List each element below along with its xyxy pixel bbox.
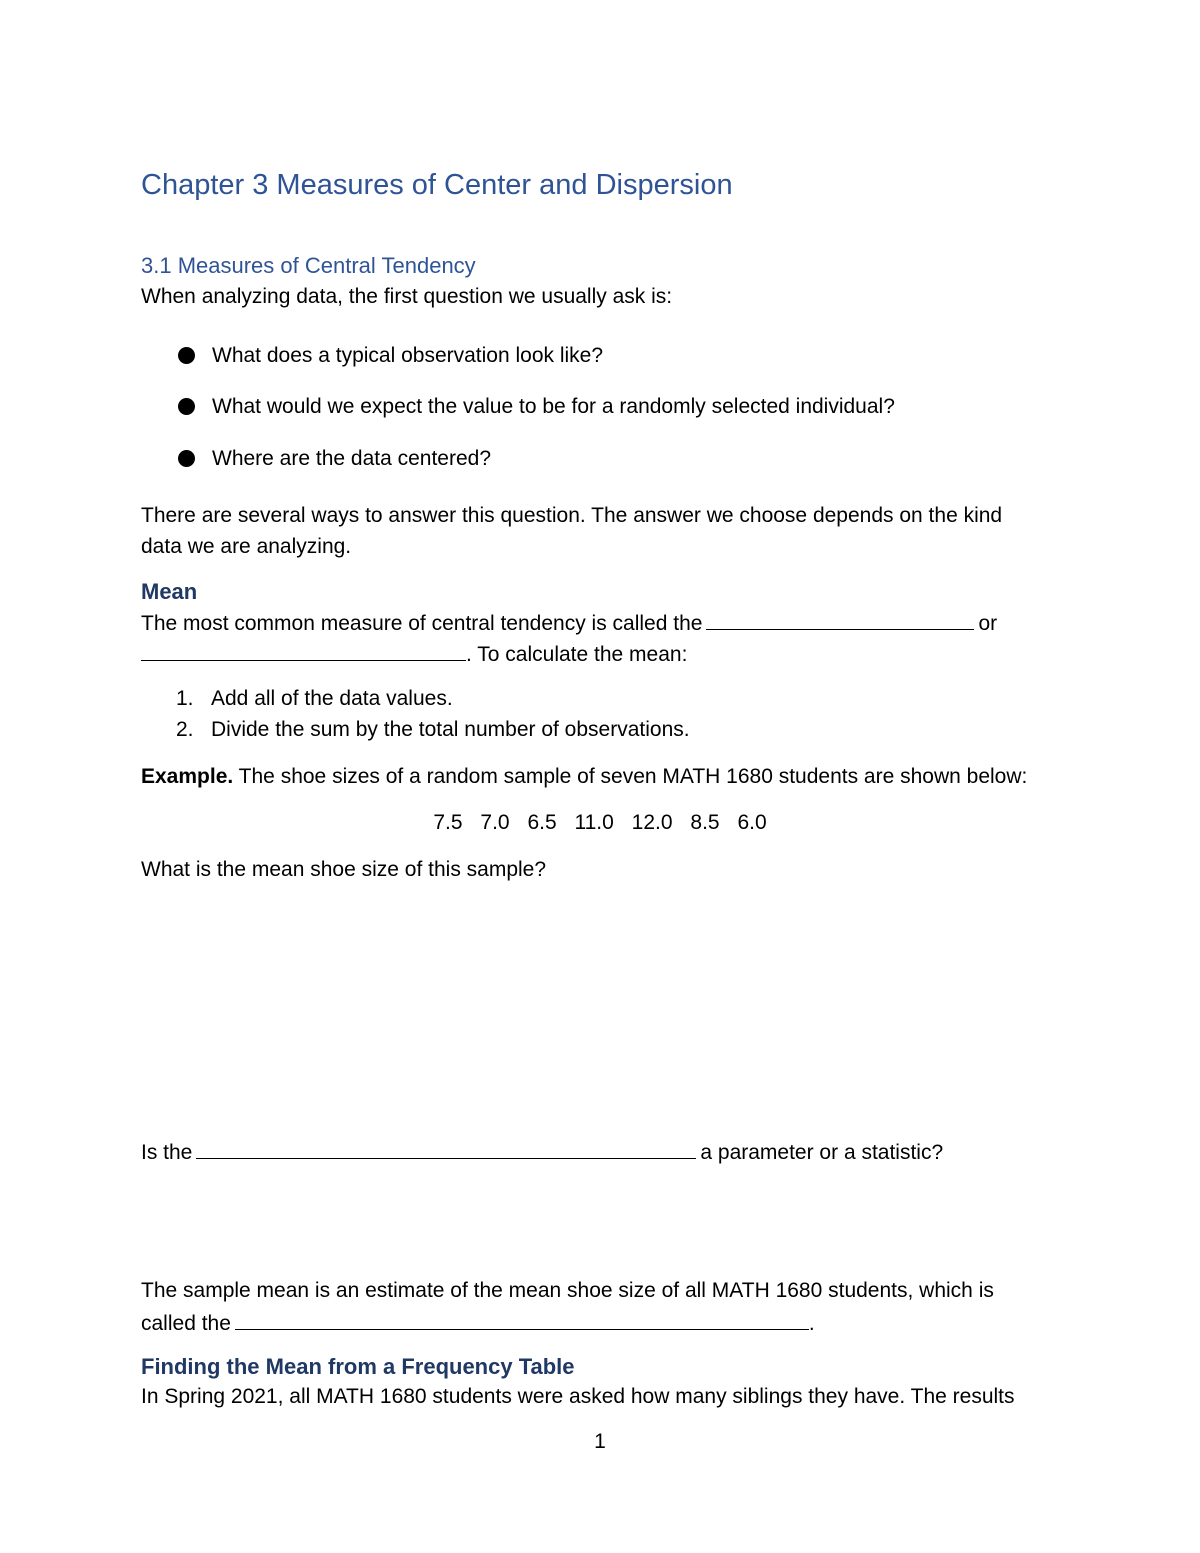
fill-in-blank[interactable] <box>196 1140 696 1159</box>
mean-definition-text: The most common measure of central tendency is called the <box>141 612 703 635</box>
data-value: 11.0 <box>574 811 614 834</box>
example-line <box>141 766 1027 787</box>
mean-definition-text: . To calculate the mean: <box>466 643 688 666</box>
mean-definition-or: or <box>978 612 998 635</box>
bullet-icon <box>178 347 195 364</box>
paragraph-line: There are several ways to answer this question. The answer we choose depends on the kind <box>141 504 1003 527</box>
mean-definition-line <box>141 642 687 665</box>
bullet-text: What would we expect the value to be for a randomly selected individual? <box>212 395 895 418</box>
frequency-heading: Finding the Mean from a Frequency Table <box>141 1354 575 1379</box>
question-mean: What is the mean shoe size of this sample? <box>141 858 547 881</box>
question-parameter <box>141 1140 943 1163</box>
data-value: 8.5 <box>690 811 720 834</box>
data-value: 7.5 <box>433 811 463 834</box>
shoe-size-data <box>0 812 1200 833</box>
bullet-icon <box>178 450 195 467</box>
data-value: 6.5 <box>527 811 557 834</box>
question-text: a parameter or a statistic? <box>700 1141 944 1164</box>
mean-heading: Mean <box>141 579 198 604</box>
step-item <box>176 688 453 709</box>
paragraph-line: The sample mean is an estimate of the mean shoe size of all MATH 1680 students, which is <box>141 1279 994 1302</box>
paragraph-line: In Spring 2021, all MATH 1680 students were asked how many siblings they have. The results <box>141 1385 1015 1408</box>
bullet-item <box>178 345 603 366</box>
paragraph-line: data we are analyzing. <box>141 535 352 558</box>
page-number: 1 <box>594 1430 606 1453</box>
chapter-title: Chapter 3 Measures of Center and Dispersion <box>141 169 733 201</box>
example-label: Example. <box>141 765 234 788</box>
fill-in-blank[interactable] <box>141 642 466 661</box>
bullet-item <box>178 448 491 469</box>
step-number: 2. <box>176 718 194 741</box>
step-text: Divide the sum by the total number of observations. <box>211 718 690 741</box>
bullet-text: What does a typical observation look like? <box>212 344 604 367</box>
question-text: Is the <box>141 1141 193 1164</box>
bullet-item <box>178 396 895 417</box>
paragraph-text: called the <box>141 1312 231 1335</box>
paragraph-line <box>141 1311 815 1334</box>
intro-text: When analyzing data, the first question we usually ask is: <box>141 285 673 308</box>
data-value: 7.0 <box>480 811 510 834</box>
step-item <box>176 719 690 740</box>
data-value: 6.0 <box>737 811 767 834</box>
fill-in-blank[interactable] <box>706 611 974 630</box>
paragraph-text: . <box>808 1312 815 1335</box>
example-text: The shoe sizes of a random sample of seven MATH 1680 students are shown below: <box>233 765 1028 788</box>
bullet-icon <box>178 398 195 415</box>
data-value: 12.0 <box>631 811 673 834</box>
step-text: Add all of the data values. <box>211 687 453 710</box>
step-number: 1. <box>176 687 194 710</box>
section-title: 3.1 Measures of Central Tendency <box>141 253 476 278</box>
fill-in-blank[interactable] <box>235 1311 809 1330</box>
mean-definition-line <box>141 611 997 634</box>
bullet-text: Where are the data centered? <box>212 447 492 470</box>
